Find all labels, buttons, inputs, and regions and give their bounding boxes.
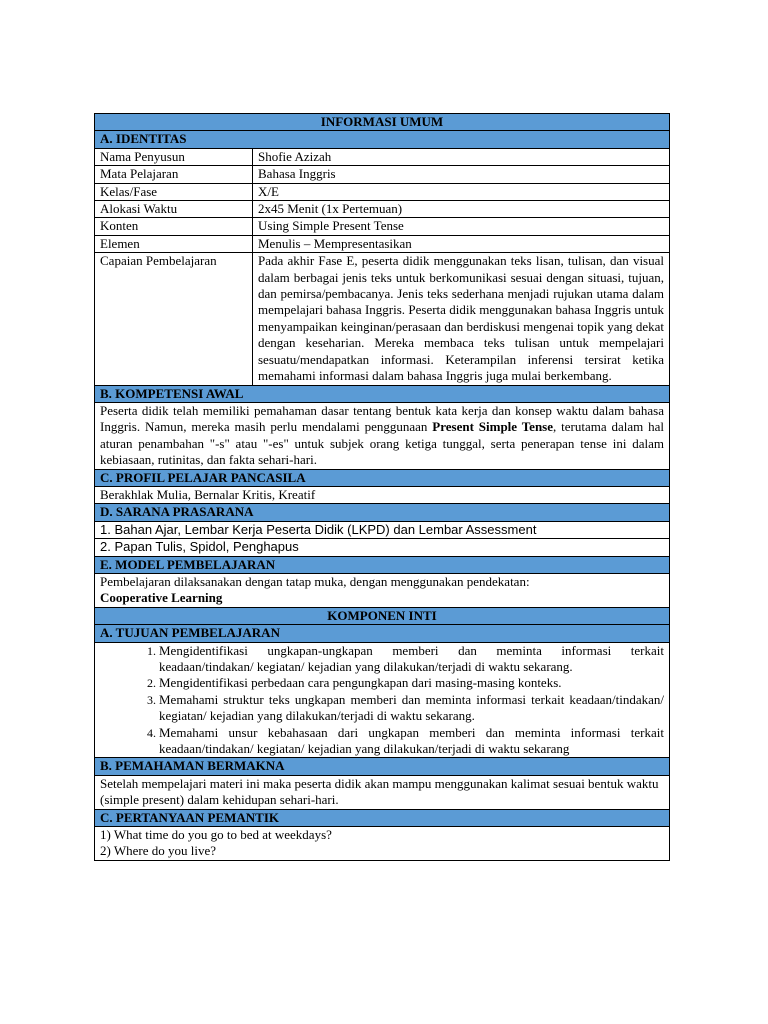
model-heading: E. MODEL PEMBELAJARAN [95, 556, 670, 573]
tujuan-list-cell [95, 642, 670, 758]
identitas-row [95, 131, 670, 148]
sarana-item: 1. Bahan Ajar, Lembar Kerja Peserta Didik (LKPD) dan Lembar Assessment [95, 521, 670, 538]
informasi-umum-heading: INFORMASI UMUM [95, 114, 670, 131]
informasi-umum-row [95, 114, 670, 131]
tujuan-heading: A. TUJUAN PEMBELAJARAN [95, 625, 670, 642]
identity-label: Konten [95, 218, 253, 235]
identity-row [95, 235, 670, 252]
kompetensi-awal-row [95, 385, 670, 402]
pemahaman-row [95, 758, 670, 775]
identity-row [95, 166, 670, 183]
sarana-item-row [95, 539, 670, 556]
identity-value: X/E [253, 183, 670, 200]
identity-value: 2x45 Menit (1x Pertemuan) [253, 201, 670, 218]
identitas-heading: A. IDENTITAS [95, 131, 670, 148]
identity-row [95, 253, 670, 385]
identity-label: Elemen [95, 235, 253, 252]
sarana-item-row [95, 521, 670, 538]
present-simple-tense-term: Present Simple Tense [432, 419, 554, 435]
kompetensi-awal-heading: B. KOMPETENSI AWAL [95, 385, 670, 402]
identity-label: Kelas/Fase [95, 183, 253, 200]
pemahaman-text: Setelah mempelajari materi ini maka peserta didik akan mampu menggunakan kalimat sesuai bentuk waktu (simple present) dalam kehidupan sehari-hari. [95, 775, 670, 809]
pertanyaan-list [95, 827, 670, 861]
pertanyaan-heading: C. PERTANYAAN PEMANTIK [95, 809, 670, 826]
lesson-plan-table [94, 113, 670, 861]
identity-label: Nama Penyusun [95, 148, 253, 165]
kompetensi-awal-body-row [95, 402, 670, 469]
model-description: Pembelajaran dilaksanakan dengan tatap muka, dengan menggunakan pendekatan: [100, 573, 530, 589]
sarana-row [95, 504, 670, 521]
list-item: 2) Where do you live? [100, 843, 216, 859]
komponen-inti-row [95, 607, 670, 624]
capaian-pembelajaran-text: Pada akhir Fase E, peserta didik menggunakan teks lisan, tulisan, dan visual dalam berbagai jenis teks untuk berkomunikasi sesuai dengan situasi, tujuan, dan pemirsa/pembacanya. Jenis teks sederhana menjadi rujukan utama dalam mempelajari bahasa Inggris. Peserta didik menggunakan bahasa Inggris untuk menyampaikan keinginan/perasaan dan berdiskusi mengenai topik yang dekat dengan keseharian. Mereka membaca teks tulisan untuk mempelajari sesuatu/mendapatkan informasi. Keterampilan inferensi tersirat ketika memahami informasi dalam bahasa Inggris juga mulai berkembang. [253, 253, 670, 385]
tujuan-body-row [95, 642, 670, 758]
model-row [95, 556, 670, 573]
list-item: 1. Mengidentifikasi ungkapan-ungkapan memberi dan meminta informasi terkait keadaan/tindakan/ kegiatan/ kejadian yang dilakukan/terjadi di waktu sekarang. [159, 643, 664, 676]
profil-heading: C. PROFIL PELAJAR PANCASILA [95, 469, 670, 486]
pertanyaan-body-row [95, 827, 670, 861]
pemahaman-heading: B. PEMAHAMAN BERMAKNA [95, 758, 670, 775]
kompetensi-awal-text-part: , terutama dalam hal aturan penambahan "-s" atau "-es" untuk subjek orang ketiga tunggal, serta penerapan tense ini dalam kebiasaan, rutinitas, dan fakta sehari-hari. [100, 419, 664, 468]
komponen-inti-heading: KOMPONEN INTI [95, 607, 670, 624]
pertanyaan-row [95, 809, 670, 826]
kompetensi-awal-text-part: Peserta didik telah memiliki pemahaman dasar tentang bentuk kata kerja dan konsep waktu dalam bahasa Inggris. Namun, mereka masih perlu mendalami penggunaan [100, 402, 664, 435]
identity-value: Menulis – Mempresentasikan [253, 235, 670, 252]
identity-label: Capaian Pembelajaran [95, 253, 253, 385]
list-item: 2. Mengidentifikasi perbedaan cara pengungkapan dari masing-masing konteks. [159, 675, 664, 691]
identity-value: Shofie Azizah [253, 148, 670, 165]
tujuan-row [95, 625, 670, 642]
identity-row [95, 183, 670, 200]
tujuan-list [100, 643, 664, 758]
profil-body-row [95, 486, 670, 503]
identity-row [95, 148, 670, 165]
sarana-item: 2. Papan Tulis, Spidol, Penghapus [95, 539, 670, 556]
list-item: 4. Memahami unsur kebahasaan dari ungkapan memberi dan meminta informasi terkait keadaan/tindakan/ kegiatan/ kejadian yang dilakukan/terjadi di waktu sekarang [159, 725, 664, 758]
identity-label: Alokasi Waktu [95, 201, 253, 218]
identity-value: Using Simple Present Tense [253, 218, 670, 235]
identity-value: Bahasa Inggris [253, 166, 670, 183]
cooperative-learning-term: Cooperative Learning [100, 590, 223, 606]
profil-row [95, 469, 670, 486]
sarana-heading: D. SARANA PRASARANA [95, 504, 670, 521]
kompetensi-awal-text [95, 402, 670, 469]
list-item: 1) What time do you go to bed at weekdays? [100, 827, 332, 843]
model-body-row [95, 573, 670, 607]
identity-row [95, 218, 670, 235]
model-text [95, 573, 670, 607]
identity-row [95, 201, 670, 218]
pemahaman-body-row [95, 775, 670, 809]
list-item: 3. Memahami struktur teks ungkapan memberi dan meminta informasi terkait keadaan/tindakan/ kegiatan/ kejadian yang dilakukan/terjadi di waktu sekarang. [159, 692, 664, 725]
identity-label: Mata Pelajaran [95, 166, 253, 183]
profil-text: Berakhlak Mulia, Bernalar Kritis, Kreatif [95, 486, 670, 503]
